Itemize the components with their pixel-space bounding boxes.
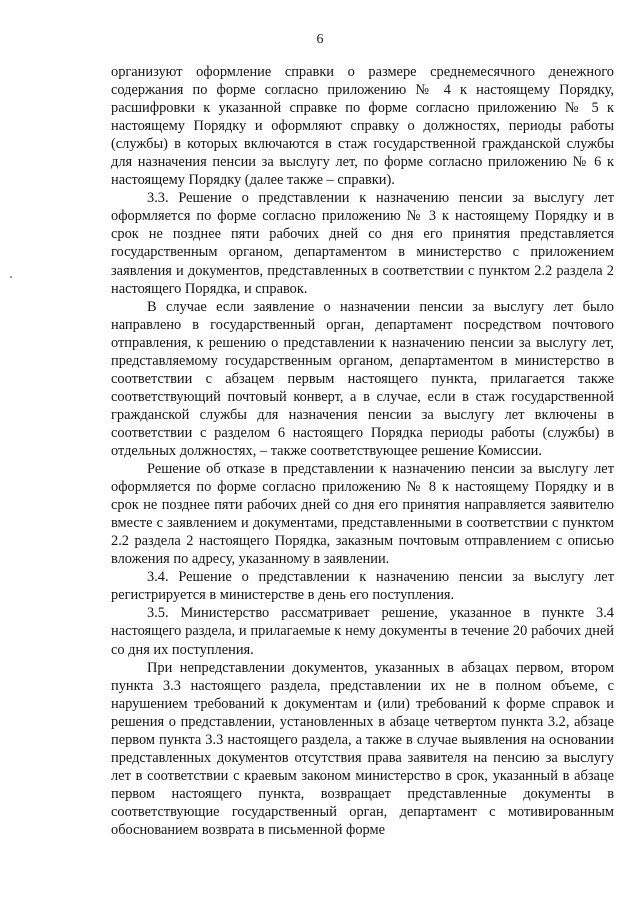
paragraph-3-4: 3.4. Решение о представлении к назначению пенсии за выслугу лет регистрируется в министерстве в день его поступления.	[111, 569, 614, 604]
scan-speck	[10, 276, 12, 278]
paragraph-postal-case: В случае если заявление о назначении пенсии за выслугу лет было направлено в государственный орган, департамент посредством почтового отправления, к решению о представлении к назначению пенсии за выслугу лет, представляемому государственным органом, департаментом в министерство в соответствии с абзацем первым настоящего пункта, прилагается также соответствующий почтовый конверт, а в случае, если в стаж государственной гражданской службы для назначения пенсии за выслугу лет включены в соответствии с разделом 6 настоящего Порядка периоды работы (службы) в отдельных должностях, – также соответствующее решение Комиссии.	[111, 298, 614, 459]
paragraph-3-3: 3.3. Решение о представлении к назначению пенсии за выслугу лет оформляется по форме согласно приложению № 3 к настоящему Порядку и в срок не позднее пяти рабочих дней со дня его принятия представляется государственным органом, департаментом в министерство с приложением заявления и документов, представленных в соответствии с пунктом 2.2 раздела 2 настоящего Порядка, и справок.	[111, 190, 614, 297]
paragraph-3-5: 3.5. Министерство рассматривает решение, указанное в пункте 3.4 настоящего раздела, и прилагаемые к нему документы в течение 20 рабочих дней со дня их поступления.	[111, 605, 614, 658]
paragraph-continuation: организуют оформление справки о размере среднемесячного денежного содержания по форме согласно приложению № 4 к настоящему Порядку, расшифровки к указанной справке по форме согласно приложению № 5 к настоящему Порядку и оформляют справку о должностях, периоды работы (службы) в которых включаются в стаж государственной гражданской службы для назначения пенсии за выслугу лет, по форме согласно приложению № 6 к настоящему Порядку (далее также – справки).	[111, 64, 614, 189]
paragraph-refusal: Решение об отказе в представлении к назначению пенсии за выслугу лет оформляется по форме согласно приложению № 8 к настоящему Порядку и в срок не позднее пяти рабочих дней со дня его принятия направляется заявителю вместе с заявлением и документами, представленными в соответствии с пунктом 2.2 раздела 2 настоящего Порядка, заказным почтовым отправлением с описью вложения по адресу, указанному в заявлении.	[111, 461, 614, 568]
document-body	[111, 63, 614, 839]
paragraph-non-submission: При непредставлении документов, указанных в абзацах первом, втором пункта 3.3 настоящего раздела, представлении их не в полном объеме, с нарушением требований к документам и (или) требований к форме справок и решения о представлении, установленных в абзаце четвертом пункта 3.2, абзаце первом пункта 3.3 настоящего раздела, а также в случае выявления на основании представленных документов отсутствия права заявителя на пенсию за выслугу лет в соответствии с краевым законом министерство в срок, указанный в абзаце первом настоящего пункта, возвращает представленные документы в соответствующие государственный орган, департамент с мотивированным обоснованием возврата в письменной форме	[111, 659, 614, 838]
page-number: 6	[316, 32, 324, 47]
